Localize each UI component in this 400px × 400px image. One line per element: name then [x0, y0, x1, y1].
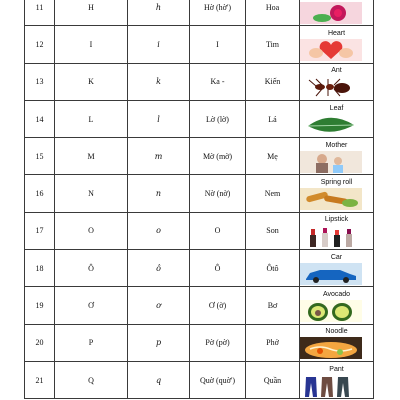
table-row	[25, 212, 374, 249]
english-word: Car	[330, 253, 343, 261]
picture-cell	[300, 287, 374, 324]
row-number: 17	[25, 212, 55, 249]
script-letter: i	[128, 26, 190, 63]
vietnamese-word: Hoa	[246, 0, 300, 26]
letter-name: O	[190, 212, 246, 249]
letter-name: Nờ (nờ)	[190, 175, 246, 212]
pants-icon	[300, 375, 362, 397]
row-number: 16	[25, 175, 55, 212]
table-row	[25, 287, 374, 324]
letter-name: Ka -	[190, 63, 246, 100]
mother-icon	[300, 151, 362, 173]
table-row	[25, 26, 374, 63]
script-letter: h	[128, 0, 190, 26]
script-letter: o	[128, 212, 190, 249]
row-number: 20	[25, 324, 55, 361]
letter-name: Lờ (lờ)	[190, 100, 246, 137]
english-word: Mother	[325, 141, 348, 149]
row-number: 21	[25, 361, 55, 398]
vietnamese-word: Tim	[246, 26, 300, 63]
picture-cell	[300, 250, 374, 287]
row-number: 18	[25, 250, 55, 287]
letter-name: Mờ (mờ)	[190, 138, 246, 175]
table-row	[25, 63, 374, 100]
vietnamese-word: Lá	[246, 100, 300, 137]
vietnamese-word: Nem	[246, 175, 300, 212]
print-letter: Ô	[55, 250, 128, 287]
table-row	[25, 361, 374, 398]
print-letter: O	[55, 212, 128, 249]
print-letter: L	[55, 100, 128, 137]
letter-name: Hờ (hờ')	[190, 0, 246, 26]
row-number: 13	[25, 63, 55, 100]
flower-icon	[300, 2, 362, 24]
script-letter: n	[128, 175, 190, 212]
english-word: Lipstick	[324, 216, 349, 224]
lipstick-icon	[300, 225, 362, 247]
letter-name: Pờ (pờ)	[190, 324, 246, 361]
english-word: Leaf	[329, 104, 344, 112]
print-letter: P	[55, 324, 128, 361]
row-number: 11	[25, 0, 55, 26]
heart-icon	[300, 39, 362, 61]
script-letter: l	[128, 100, 190, 137]
english-word: Ant	[331, 67, 342, 75]
table-row	[25, 175, 374, 212]
english-word: Spring roll	[320, 179, 353, 187]
table-row	[25, 138, 374, 175]
spring-roll-icon	[300, 188, 362, 210]
picture-cell	[300, 100, 374, 137]
vietnamese-word: Mẹ	[246, 138, 300, 175]
script-letter: m	[128, 138, 190, 175]
row-number: 19	[25, 287, 55, 324]
script-letter: k	[128, 63, 190, 100]
noodle-icon	[300, 337, 362, 359]
english-word: Pant	[329, 365, 344, 373]
print-letter: Ơ	[55, 287, 128, 324]
english-word: Avocado	[322, 291, 351, 299]
print-letter: M	[55, 138, 128, 175]
picture-cell	[300, 361, 374, 398]
leaf-icon	[300, 114, 362, 136]
ant-icon	[300, 76, 362, 98]
table-row	[25, 324, 374, 361]
letter-name: Quờ (quờ')	[190, 361, 246, 398]
print-letter: K	[55, 63, 128, 100]
print-letter: Q	[55, 361, 128, 398]
picture-cell	[300, 63, 374, 100]
row-number: 12	[25, 26, 55, 63]
row-number: 14	[25, 100, 55, 137]
letter-name: I	[190, 26, 246, 63]
vietnamese-word: Bơ	[246, 287, 300, 324]
table-row	[25, 250, 374, 287]
vietnamese-word: Ôtô	[246, 250, 300, 287]
english-word: Noodle	[325, 328, 348, 336]
print-letter: I	[55, 26, 128, 63]
vietnamese-word: Kiến	[246, 63, 300, 100]
english-word: Heart	[327, 29, 346, 37]
picture-cell	[300, 324, 374, 361]
table-row	[25, 0, 374, 26]
picture-cell	[300, 0, 374, 26]
english-word	[300, 0, 373, 1]
picture-cell	[300, 212, 374, 249]
vietnamese-word: Phở	[246, 324, 300, 361]
script-letter: q	[128, 361, 190, 398]
script-letter: ơ	[128, 287, 190, 324]
alphabet-table	[24, 0, 374, 399]
avocado-icon	[300, 300, 362, 322]
letter-name: Ô	[190, 250, 246, 287]
table-row	[25, 100, 374, 137]
script-letter: p	[128, 324, 190, 361]
letter-name: Ơ (ờ)	[190, 287, 246, 324]
vietnamese-word: Son	[246, 212, 300, 249]
picture-cell	[300, 138, 374, 175]
print-letter: H	[55, 0, 128, 26]
row-number: 15	[25, 138, 55, 175]
script-letter: ô	[128, 250, 190, 287]
picture-cell	[300, 26, 374, 63]
print-letter: N	[55, 175, 128, 212]
car-icon	[300, 263, 362, 285]
picture-cell	[300, 175, 374, 212]
vietnamese-word: Quần	[246, 361, 300, 398]
